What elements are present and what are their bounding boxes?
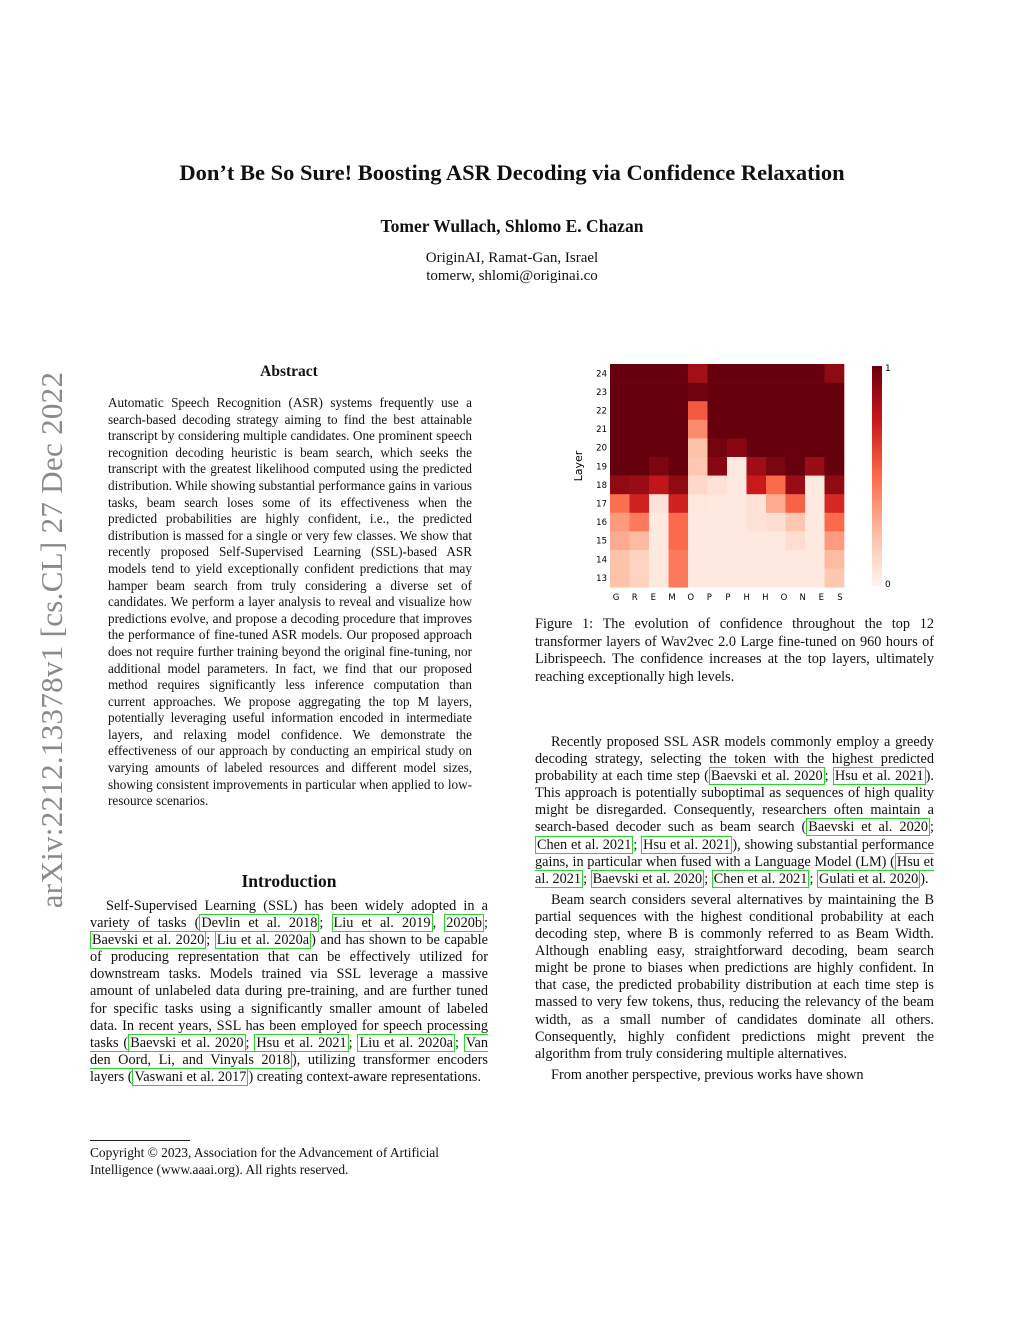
heatmap-cell xyxy=(727,383,747,402)
heatmap-cell xyxy=(630,550,650,569)
citation-link[interactable]: Hsu et al. 2021 xyxy=(535,853,934,887)
heatmap-cell xyxy=(805,401,825,420)
heatmap-cell xyxy=(610,550,630,569)
y-axis-label: Layer xyxy=(572,450,585,482)
heatmap-cell xyxy=(786,476,806,495)
heatmap-cell xyxy=(727,364,747,383)
heatmap-cell xyxy=(630,383,650,402)
citation-link[interactable]: Liu et al. 2019 xyxy=(333,915,431,932)
confidence-heatmap xyxy=(540,358,940,608)
abstract-text: Automatic Speech Recognition (ASR) systems frequently use a search-based decoding strategy aiming to find the best attainable transcript by considering multiple candidates. One prominent speech recognition decoding heuristic is beam search, which seeks the transcript with the greatest likelihood computed using the predicted distribution. While showing substantial performance gains in various tasks, beam search loses some of its effectiveness when the predicted probabilities are highly confident, i.e., the predicted distribution is massed for a single or very few classes. We show that recently proposed Self-Supervised Learning (SSL)-based ASR models tend to yield exceptionally confident predictions that may hamper beam search from truly considering a diverse set of candidates. We perform a layer analysis to reveal and visualize how predictions evolve, and propose a decoding procedure that improves the performance of fine-tuned ASR models. Our proposed approach does not require further training beyond the original fine-tuning, nor additional model parameters. In fact, we find that our proposed method requires significantly less inference computation than current approaches. We propose aggregating the top M layers, potentially leveraging useful information encoded in intermediate layers, and relaxing model confidence. We demonstrate the effectiveness of our approach by conducting an empirical study on varying amounts of labeled resources and different model sizes, showing consistent improvements in particular when applied to low-resource scenarios. xyxy=(108,395,472,809)
heatmap-cell xyxy=(649,569,669,588)
x-tick-label: H xyxy=(743,593,750,604)
x-tick-label: P xyxy=(725,593,731,604)
copyright-footnote: Copyright © 2023, Association for the Advancement of Artificial Intelligence (www.aaai.org). All rights reserved. xyxy=(90,1145,439,1177)
citation-link[interactable]: 2020b xyxy=(446,915,483,932)
heatmap-cell xyxy=(630,364,650,383)
heatmap-cell xyxy=(727,401,747,420)
heatmap-cell xyxy=(708,364,728,383)
heatmap-cell xyxy=(688,383,708,402)
heatmap-cell xyxy=(786,420,806,439)
intro-body xyxy=(90,898,488,1086)
heatmap-cell xyxy=(649,420,669,439)
heatmap-cell xyxy=(610,513,630,532)
heatmap-cell xyxy=(727,550,747,569)
heatmap-cell xyxy=(805,476,825,495)
email: tomerw, shlomi@originai.co xyxy=(426,268,598,284)
heatmap-cell xyxy=(669,383,689,402)
x-tick-label: N xyxy=(799,593,806,604)
x-tick-label: R xyxy=(631,593,638,604)
heatmap-cell xyxy=(669,513,689,532)
heatmap-cell xyxy=(786,531,806,550)
heatmap-cell xyxy=(766,457,786,476)
heatmap-cell xyxy=(669,476,689,495)
y-tick-label: 24 xyxy=(596,369,607,380)
heatmap-cell xyxy=(630,438,650,457)
citation-link[interactable]: Baevski et al. 2020 xyxy=(808,819,929,836)
y-tick-label: 19 xyxy=(596,462,607,473)
heatmap-cell xyxy=(766,513,786,532)
heatmap-cell xyxy=(688,420,708,439)
heatmap-cell xyxy=(747,494,767,513)
heatmap-cell xyxy=(649,401,669,420)
heatmap-cell xyxy=(669,401,689,420)
heatmap-cell xyxy=(649,550,669,569)
heatmap-cell xyxy=(649,476,669,495)
heatmap-cell xyxy=(610,476,630,495)
heatmap-cell xyxy=(630,531,650,550)
heatmap-cell xyxy=(669,550,689,569)
heatmap-cell xyxy=(786,513,806,532)
citation-link[interactable]: Devlin et al. 2018 xyxy=(201,915,318,932)
x-tick-label: O xyxy=(687,593,695,604)
y-tick-label: 16 xyxy=(596,518,607,529)
x-tick-label: E xyxy=(818,593,825,604)
affiliation: OriginAI, Ramat-Gan, Israel xyxy=(425,250,599,266)
citation-link[interactable]: Chen et al. 2021 xyxy=(537,836,632,853)
x-tick-label: O xyxy=(780,593,788,604)
heatmap-cell xyxy=(708,550,728,569)
heatmap-cell xyxy=(766,438,786,457)
heatmap-cell xyxy=(727,476,747,495)
heatmap-cell xyxy=(747,420,767,439)
right-column-body xyxy=(535,734,934,1084)
heatmap-cell xyxy=(610,438,630,457)
citation-link[interactable]: Baevski et al. 2020 xyxy=(710,768,823,785)
heatmap-cell xyxy=(610,420,630,439)
heatmap-cell xyxy=(688,364,708,383)
heatmap-cell xyxy=(766,569,786,588)
heatmap-cell xyxy=(610,401,630,420)
heatmap-cell xyxy=(727,420,747,439)
heatmap-cell xyxy=(708,569,728,588)
heatmap-cell xyxy=(805,383,825,402)
colorbar-max-label: 1 xyxy=(885,364,891,374)
heatmap-cell xyxy=(727,513,747,532)
heatmap-cell xyxy=(786,364,806,383)
heatmap-cell xyxy=(649,513,669,532)
heatmap-cell xyxy=(825,569,845,588)
heatmap-cell xyxy=(727,494,747,513)
x-tick-label: G xyxy=(612,593,620,604)
heatmap-cell xyxy=(610,569,630,588)
heatmap-cell xyxy=(825,476,845,495)
citation-link[interactable]: Liu et al. 2020a xyxy=(216,932,310,949)
heatmap-cell xyxy=(825,531,845,550)
x-tick-label: M xyxy=(668,593,676,604)
citation-link[interactable]: Vaswani et al. 2017 xyxy=(134,1068,247,1085)
heatmap-cell xyxy=(766,476,786,495)
y-tick-label: 21 xyxy=(596,425,607,436)
x-tick-label: H xyxy=(762,593,769,604)
heatmap-cell xyxy=(766,531,786,550)
heatmap-cell xyxy=(825,494,845,513)
heatmap-cell xyxy=(747,438,767,457)
heatmap-cell xyxy=(630,457,650,476)
citation-link[interactable]: Van den Oord, Li, and Vinyals 2018 xyxy=(90,1034,489,1068)
citation-link[interactable]: Hsu et al. 2021 xyxy=(256,1034,347,1051)
heatmap-cell xyxy=(805,420,825,439)
heatmap-cell xyxy=(630,569,650,588)
heatmap-cell xyxy=(610,531,630,550)
heatmap-cell xyxy=(747,550,767,569)
heatmap-cell xyxy=(669,420,689,439)
citation-link[interactable]: Baevski et al. 2020 xyxy=(592,870,703,887)
heatmap-cell xyxy=(786,569,806,588)
heatmap-cell xyxy=(630,513,650,532)
heatmap-cell xyxy=(708,438,728,457)
x-tick-label: E xyxy=(650,593,657,604)
x-tick-label: S xyxy=(837,593,843,604)
right-paragraph-1: Recently proposed SSL ASR models commonly employ a greedy decoding strategy, selecting the token with the highest predicted probability at each time step ( Baevski et al. 2020 ; Hsu et al. 2021 ). This approach is potentially suboptimal as sequences of high quality might be disregarded. Consequently, researchers often maintain a search-based decoder such as beam search ( Baevski et al. 2020 ; Chen et al. 2021 ; Hsu et al. 2021 ), showing substantial performance gains, in particular when fused with a Language Model (LM) ( Hsu et al. 2021 ; Baevski et al. 2020 ; Chen et al. 2021 ; Gulati et al. 2020 ). xyxy=(535,734,934,887)
heatmap-cell xyxy=(688,476,708,495)
figure-caption: Figure 1: The evolution of confidence throughout the top 12 transformer layers of Wav2vec 2.0 Large fine-tuned on 960 hours of Librispeech. The confidence increases at the top layers, ultimately reaching exceptionally high levels. xyxy=(535,616,934,685)
heatmap-cell xyxy=(630,420,650,439)
heatmap-cell xyxy=(825,550,845,569)
citation-link[interactable]: Hsu et al. 2021 xyxy=(834,768,924,785)
heatmap-cell xyxy=(825,383,845,402)
heatmap-cell xyxy=(688,401,708,420)
y-tick-label: 14 xyxy=(596,555,607,566)
citation-link[interactable]: Gulati et al. 2020 xyxy=(819,870,919,887)
heatmap-cell xyxy=(708,457,728,476)
heatmap-cell xyxy=(747,457,767,476)
heatmap-cell xyxy=(669,494,689,513)
heatmap-cell xyxy=(786,438,806,457)
heatmap-cell xyxy=(708,513,728,532)
paper-title: Don’t Be So Sure! Boosting ASR Decoding via Confidence Relaxation xyxy=(179,160,845,185)
heatmap-cell xyxy=(630,401,650,420)
heatmap-cell xyxy=(630,476,650,495)
heatmap-cell xyxy=(766,401,786,420)
heatmap-cell xyxy=(805,550,825,569)
heatmap-cell xyxy=(727,569,747,588)
heatmap-cell xyxy=(786,401,806,420)
heatmap-cell xyxy=(747,531,767,550)
arxiv-watermark: arXiv:2212.13378v1 [cs.CL] 27 Dec 2022 xyxy=(34,371,69,909)
heatmap-cell xyxy=(747,364,767,383)
heatmap-cell xyxy=(727,531,747,550)
heatmap-cell xyxy=(669,531,689,550)
footnote-divider xyxy=(90,1140,190,1141)
heatmap-cell xyxy=(805,494,825,513)
y-tick-label: 18 xyxy=(596,480,607,491)
heatmap-cell xyxy=(708,476,728,495)
y-tick-labels xyxy=(596,369,607,584)
y-tick-label: 22 xyxy=(596,406,607,417)
heatmap-cell xyxy=(786,550,806,569)
heatmap-cell xyxy=(727,457,747,476)
heatmap-cell xyxy=(825,438,845,457)
citation-link[interactable]: Hsu et al. 2021 xyxy=(643,836,731,853)
heatmap-cell xyxy=(708,383,728,402)
heatmap-cell xyxy=(669,438,689,457)
right-paragraph-3: From another perspective, previous works have shown xyxy=(551,1066,864,1083)
heatmap-cell xyxy=(727,438,747,457)
x-tick-labels xyxy=(613,593,843,603)
heatmap-cell xyxy=(708,420,728,439)
y-tick-label: 15 xyxy=(596,536,607,547)
heatmap-cell xyxy=(688,531,708,550)
heatmap-cell xyxy=(649,531,669,550)
heatmap-cell xyxy=(747,569,767,588)
heatmap-cell xyxy=(805,457,825,476)
heatmap-cell xyxy=(688,438,708,457)
y-tick-label: 20 xyxy=(596,443,607,454)
citation-link[interactable]: Chen et al. 2021 xyxy=(713,870,808,887)
heatmap-cell xyxy=(825,420,845,439)
heatmap-cell xyxy=(688,494,708,513)
heatmap-cell xyxy=(747,401,767,420)
heatmap-cell xyxy=(708,531,728,550)
heatmap-cell xyxy=(649,438,669,457)
heatmap-cell xyxy=(688,513,708,532)
heatmap-cell xyxy=(766,383,786,402)
abstract-heading: Abstract xyxy=(260,363,318,380)
heatmap-cell xyxy=(630,494,650,513)
heatmap-cell xyxy=(649,364,669,383)
x-tick-label: P xyxy=(706,593,712,604)
heatmap-cell xyxy=(747,383,767,402)
heatmap-cell xyxy=(649,457,669,476)
heatmap-cell xyxy=(610,383,630,402)
heatmap-cell xyxy=(610,457,630,476)
heatmap-cell xyxy=(747,513,767,532)
heatmap-cell xyxy=(649,494,669,513)
heatmap-cell xyxy=(766,550,786,569)
introduction-heading: Introduction xyxy=(241,871,337,891)
heatmap-cell xyxy=(766,420,786,439)
citation-link[interactable]: Baevski et al. 2020 xyxy=(92,932,205,949)
right-paragraph-2: Beam search considers several alternatives by maintaining the B partial sequences with the highest conditional probability at each decoding step, where B is commonly referred to as Beam Width. Although enabling easy, straightforward decoding, beam search might be prone to biases when predictions are highly confident. In that case, the predicted probability distribution at each time step is massed to very few tokens, thus, reducing the relevancy of the beam width, as a small number of candidates dominate all others. Consequently, highly confident predictions might prevent the algorithm from truly considering multiple alternatives. xyxy=(535,891,934,1062)
heatmap-cell xyxy=(825,457,845,476)
y-tick-label: 13 xyxy=(596,573,607,584)
heatmap-cell xyxy=(708,401,728,420)
heatmap-cell xyxy=(610,364,630,383)
heatmap-cell xyxy=(688,457,708,476)
citation-link[interactable]: Baevski et al. 2020 xyxy=(130,1034,244,1051)
heatmap-cells xyxy=(610,364,844,588)
heatmap-cell xyxy=(669,569,689,588)
heatmap-cell xyxy=(825,513,845,532)
heatmap-cell xyxy=(805,364,825,383)
heatmap-cell xyxy=(688,569,708,588)
intro-paragraph-1: Self-Supervised Learning (SSL) has been widely adopted in a variety of tasks ( Devlin et al. 2018 ; Liu et al. 2019 , 2020b ; Baevski et al. 2020 ; Liu et al. 2020a ) and has shown to be capable of producing representation that can be effectively utilized for downstream tasks. Models trained via SSL leverage a massive amount of unlabeled data during pre-training, and are further tuned for specific tasks using a significantly smaller amount of labeled data. In recent years, SSL has been employed for speech processing tasks ( Baevski et al. 2020 ; Hsu et al. 2021 ; Liu et al. 2020a ; Van den Oord, Li, and Vinyals 2018 ), utilizing transformer encoders layers ( Vaswani et al. 2017 ) creating context-aware representations. xyxy=(90,898,489,1085)
heatmap-cell xyxy=(825,364,845,383)
heatmap-cell xyxy=(786,457,806,476)
heatmap-cell xyxy=(688,550,708,569)
heatmap-cell xyxy=(708,494,728,513)
heatmap-cell xyxy=(669,457,689,476)
heatmap-cell xyxy=(649,383,669,402)
heatmap-cell xyxy=(805,531,825,550)
heatmap-cell xyxy=(805,569,825,588)
heatmap-cell xyxy=(610,494,630,513)
paper-authors: Tomer Wullach, Shlomo E. Chazan xyxy=(380,216,644,236)
heatmap-cell xyxy=(669,364,689,383)
y-tick-label: 17 xyxy=(596,499,607,510)
colorbar xyxy=(872,366,882,586)
heatmap-cell xyxy=(786,383,806,402)
citation-link[interactable]: Liu et al. 2020a xyxy=(359,1034,453,1051)
y-tick-label: 23 xyxy=(596,387,607,398)
heatmap-cell xyxy=(786,494,806,513)
heatmap-cell xyxy=(766,494,786,513)
heatmap-cell xyxy=(805,438,825,457)
heatmap-cell xyxy=(747,476,767,495)
heatmap-cell xyxy=(805,513,825,532)
heatmap-cell xyxy=(825,401,845,420)
heatmap-cell xyxy=(766,364,786,383)
colorbar-min-label: 0 xyxy=(885,580,891,590)
